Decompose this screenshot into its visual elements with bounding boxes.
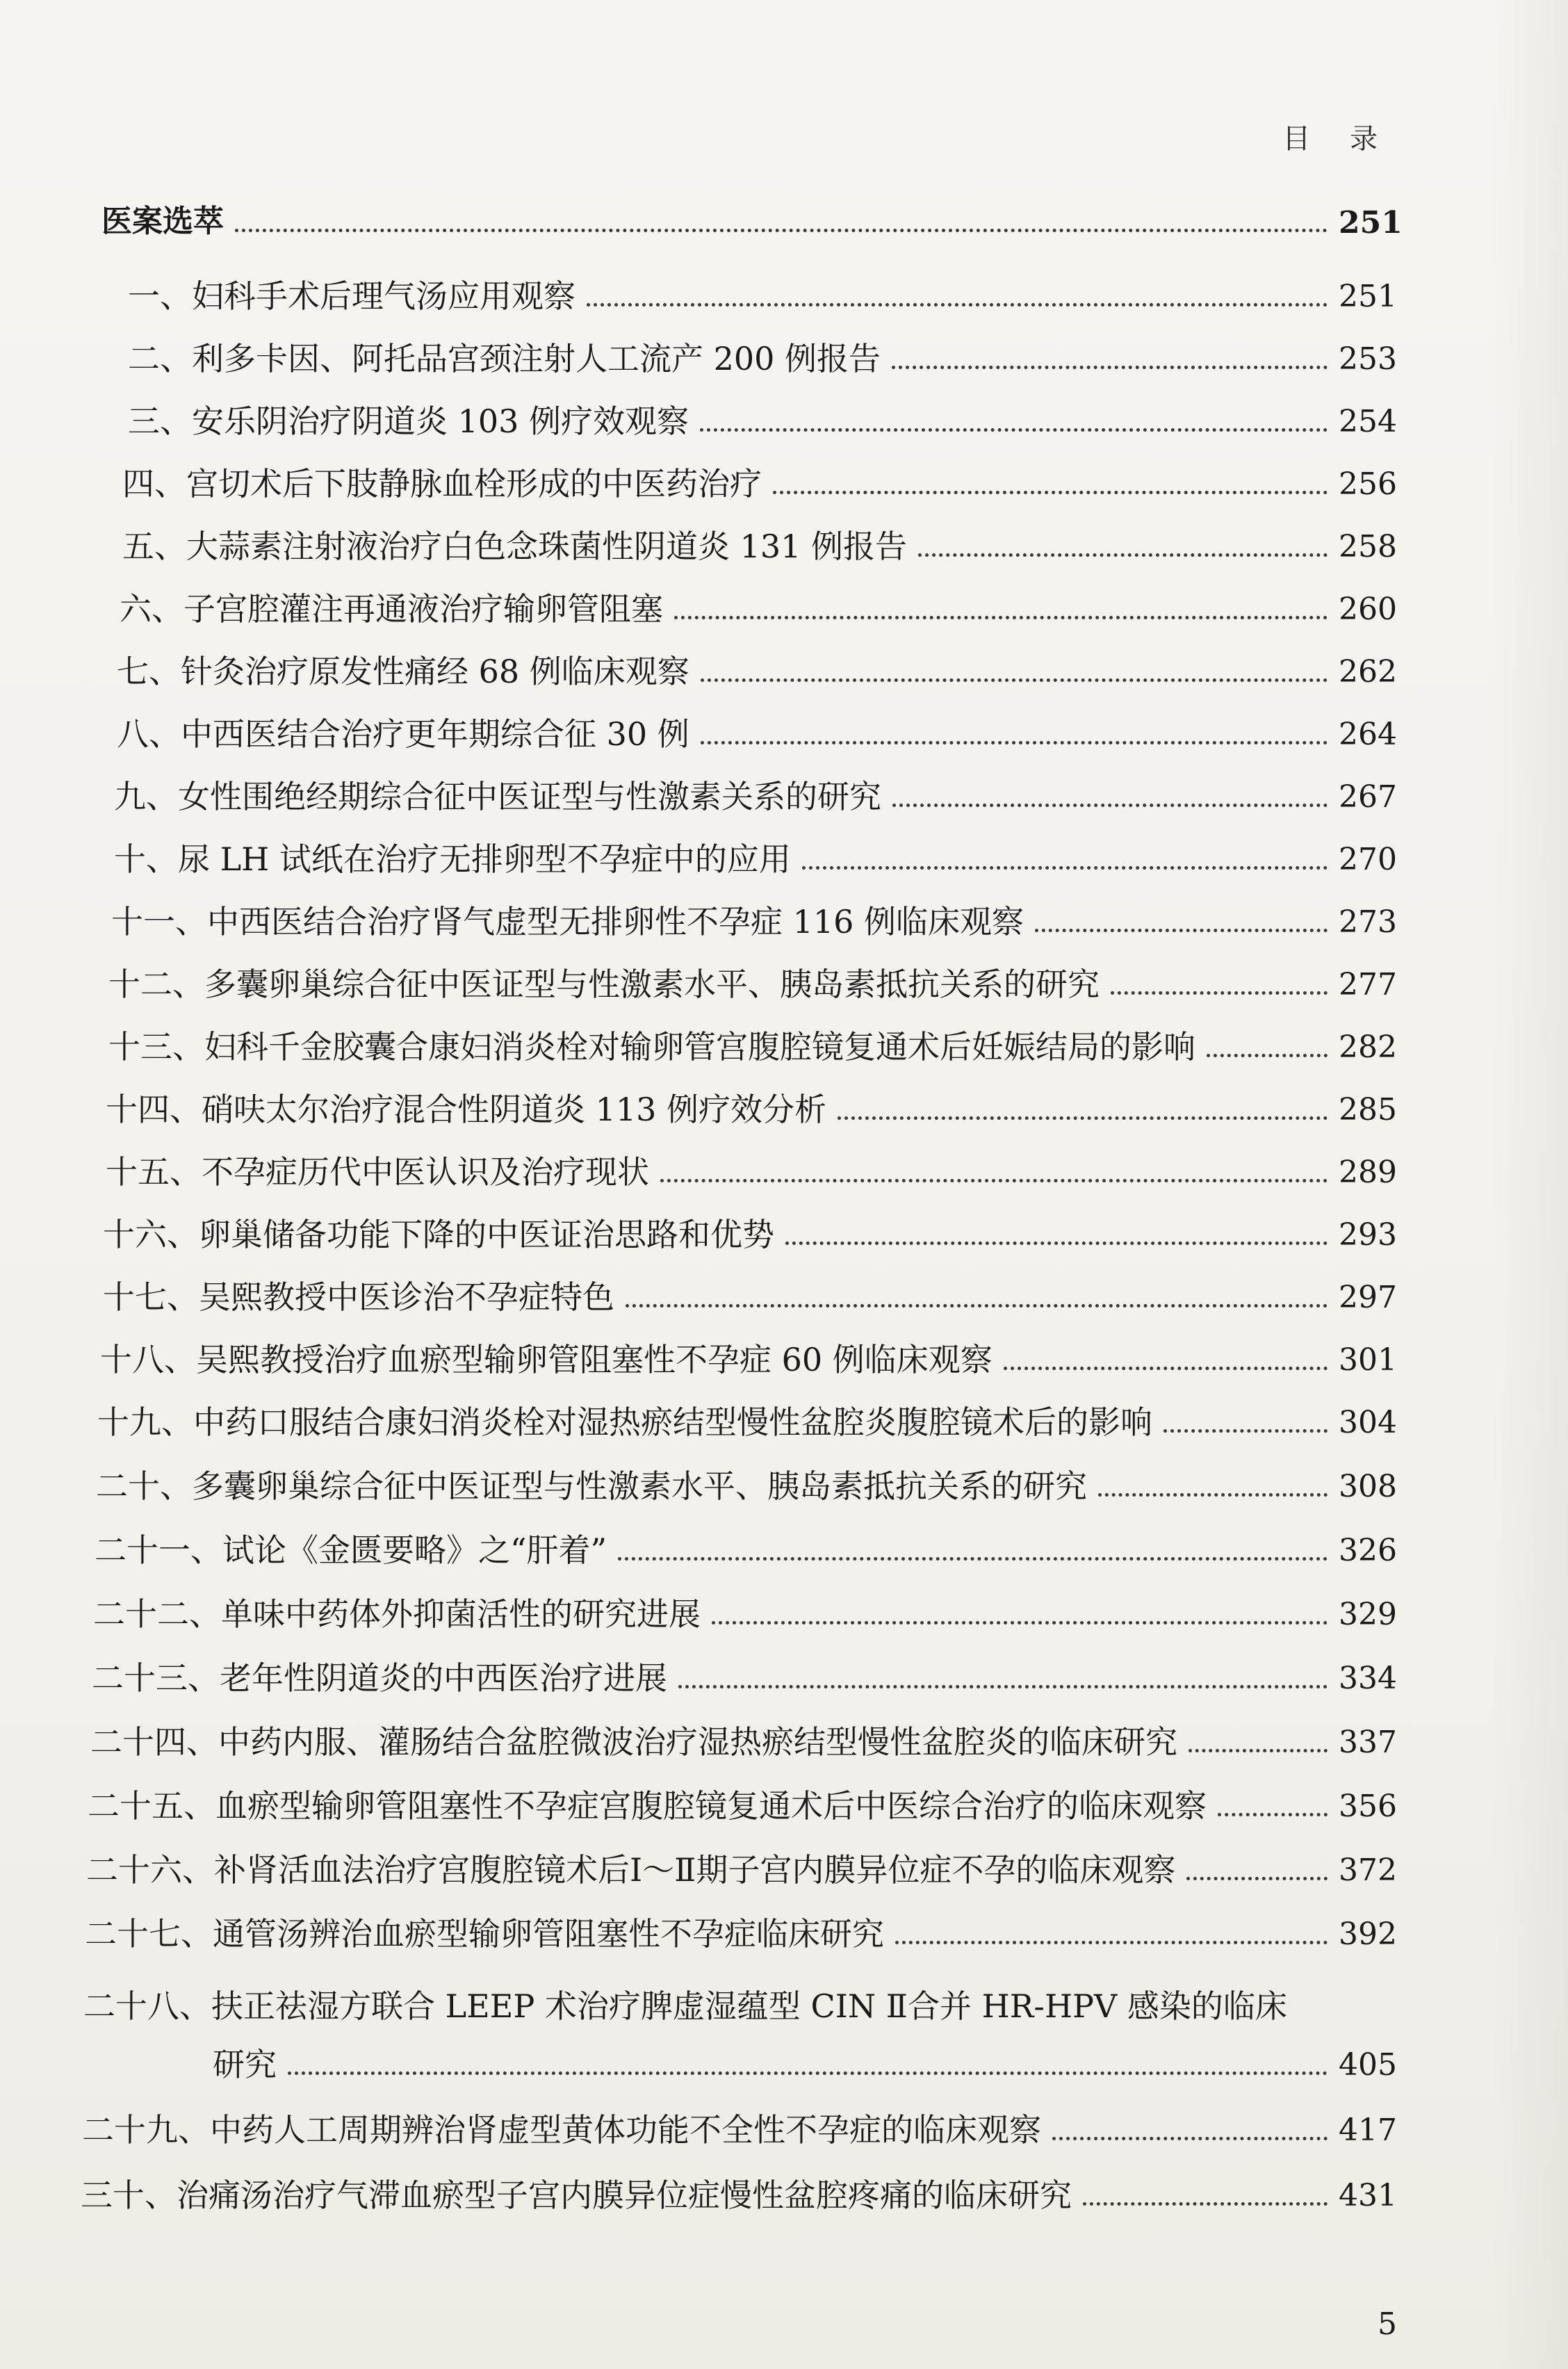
entry-title: 六、子宫腔灌注再通液治疗输卵管阻塞 [120,590,663,628]
toc-entry[interactable] [85,1915,1397,1953]
dot-leader [1218,1813,1328,1816]
entry-page-number: 251 [1339,279,1397,315]
dot-leader [838,1116,1328,1120]
dot-leader [1163,1429,1328,1433]
toc-entry[interactable] [114,840,1397,878]
toc-entry[interactable] [128,402,1397,440]
entry-title: 三、安乐阴治疗阴道炎 103 例疗效观察 [128,402,689,440]
dot-leader [674,616,1328,619]
entry-title: 十六、卵巢储备功能下降的中医证治思路和优势 [103,1216,774,1253]
dot-leader [1083,2202,1328,2206]
entry-title: 八、中西医结合治疗更年期综合征 30 例 [117,715,689,753]
entry-page-number: 431 [1339,2178,1397,2214]
toc-entry[interactable] [88,1787,1397,1825]
entry-title: 二十一、试论《金匮要略》之“肝着” [95,1531,607,1569]
entry-page-number: 326 [1339,1533,1397,1569]
entry-title: 三十、治痛汤治疗气滞血瘀型子宫内膜异位症慢性盆腔疼痛的临床研究 [81,2176,1072,2214]
toc-entry[interactable] [122,528,1397,565]
entry-title: 二十、多囊卵巢综合征中医证型与性激素水平、胰岛素抵抗关系的研究 [96,1467,1087,1505]
dot-leader [1189,1749,1328,1752]
dot-leader [701,741,1328,744]
entry-title: 十、尿 LH 试纸在治疗无排卵型不孕症中的应用 [114,840,791,878]
entry-title: 十一、中西医结合治疗肾气虚型无排卵性不孕症 116 例临床观察 [111,903,1024,941]
section-title: 医案选萃 [101,204,224,239]
dot-leader [712,1621,1328,1625]
entry-page-number: 260 [1339,592,1397,628]
toc-entry[interactable] [122,465,1397,503]
dot-leader [895,1941,1328,1944]
dot-leader [1035,929,1328,932]
entry-page-number: 293 [1339,1217,1397,1253]
page-edge-shadow [1492,0,1568,2369]
entry-page-number: 392 [1339,1916,1397,1953]
entry-page-number: 282 [1339,1029,1397,1066]
entry-page-number: 304 [1339,1405,1397,1441]
dot-leader [785,1242,1328,1245]
entry-title: 二十五、血瘀型输卵管阻塞性不孕症宫腹腔镜复通术后中医综合治疗的临床观察 [88,1787,1207,1825]
dot-leader [587,303,1328,307]
entry-page-number: 356 [1339,1789,1397,1825]
dot-leader [660,1179,1328,1182]
entry-page-number: 329 [1339,1597,1397,1633]
dot-leader [1004,1367,1328,1370]
dot-leader [892,366,1328,369]
toc-entry[interactable] [108,966,1397,1003]
dot-leader [700,428,1328,432]
entry-title: 二十九、中药人工周期辨治肾虚型黄体功能不全性不孕症的临床观察 [82,2111,1041,2149]
dot-leader [678,1685,1328,1688]
dot-leader [235,229,1328,232]
toc-entry[interactable] [128,340,1397,377]
toc-entry[interactable] [82,2111,1397,2149]
toc-entry[interactable] [92,1659,1397,1697]
entry-title: 十九、中药口服结合康妇消炎栓对湿热瘀结型慢性盆腔炎腹腔镜术后的影响 [97,1403,1152,1441]
entry-page-number: 262 [1339,654,1397,690]
toc-entry[interactable] [86,1851,1397,1889]
section-heading [101,196,1403,241]
toc-entry[interactable] [111,903,1397,941]
entry-title: 二、利多卡因、阿托品宫颈注射人工流产 200 例报告 [128,340,881,377]
entry-page-number: 372 [1339,1853,1397,1889]
entry-page-number: 270 [1339,842,1397,878]
toc-entry[interactable] [117,715,1397,753]
entry-title: 十八、吴熙教授治疗血瘀型输卵管阻塞性不孕症 60 例临床观察 [100,1341,993,1378]
running-header: 目 录 [1282,123,1393,155]
dot-leader [918,553,1328,557]
entry-title: 一、妇科手术后理气汤应用观察 [128,277,575,315]
toc-entry[interactable] [103,1216,1397,1253]
entry-title: 研究 [213,2046,277,2083]
entry-page-number: 417 [1339,2112,1397,2149]
dot-leader [288,2071,1328,2075]
dot-leader [1207,1054,1328,1057]
toc-entry[interactable] [95,1531,1397,1569]
toc-entry-continuation[interactable] [213,2046,1397,2083]
entry-page-number: 256 [1339,466,1397,503]
dot-leader [1098,1493,1328,1497]
entry-title: 二十七、通管汤辨治血瘀型输卵管阻塞性不孕症临床研究 [85,1915,884,1953]
entry-page-number: 258 [1339,529,1397,565]
dot-leader [802,866,1328,870]
toc-entry[interactable] [93,1595,1397,1633]
toc-entry[interactable] [90,1723,1397,1761]
entry-page-number: 297 [1339,1280,1397,1316]
entry-title: 十四、硝呋太尔治疗混合性阴道炎 113 例疗效分析 [106,1091,827,1128]
entry-title: 四、宫切术后下肢静脉血栓形成的中医药治疗 [122,465,762,503]
toc-entry-first-line[interactable]: 二十八、扶正祛湿方联合 LEEP 术治疗脾虚湿蕴型 CIN Ⅱ合并 HR-HPV 感染的临床 [83,1987,1287,2025]
toc-entry[interactable] [128,277,1397,315]
entry-page-number: 285 [1339,1092,1397,1128]
section-page-number: 251 [1339,205,1403,241]
toc-entry[interactable] [106,1091,1397,1128]
entry-page-number: 405 [1339,2047,1397,2083]
entry-title: 二十三、老年性阴道炎的中西医治疗进展 [92,1659,667,1697]
entry-page-number: 253 [1339,341,1397,377]
entry-page-number: 337 [1339,1725,1397,1761]
entry-title: 二十六、补肾活血法治疗宫腹腔镜术后Ⅰ～Ⅱ期子宫内膜异位症不孕的临床观察 [86,1851,1176,1889]
entry-title: 九、女性围绝经期综合征中医证型与性激素关系的研究 [114,778,881,815]
entry-title: 十七、吴熙教授中医诊治不孕症特色 [103,1278,614,1316]
entry-page-number: 334 [1339,1661,1397,1697]
entry-title: 七、针灸治疗原发性痛经 68 例临床观察 [117,653,689,690]
entry-title: 五、大蒜素注射液治疗白色念珠菌性阴道炎 131 例报告 [122,528,908,565]
entry-title: 十三、妇科千金胶囊合康妇消炎栓对输卵管宫腹腔镜复通术后妊娠结局的影响 [108,1028,1195,1066]
entry-title: 十五、不孕症历代中医认识及治疗现状 [106,1153,649,1191]
dot-leader [1186,1877,1328,1880]
toc-entry[interactable] [97,1403,1397,1441]
entry-page-number: 254 [1339,404,1397,440]
entry-page-number: 289 [1339,1155,1397,1191]
page-folio: 5 [1378,2306,1397,2342]
dot-leader [618,1557,1328,1561]
dot-leader [1111,991,1328,995]
toc-entry[interactable] [108,1028,1397,1066]
entry-page-number: 308 [1339,1469,1397,1505]
toc-entry[interactable] [117,653,1397,690]
entry-title: 二十四、中药内服、灌肠结合盆腔微波治疗湿热瘀结型慢性盆腔炎的临床研究 [90,1723,1177,1761]
entry-page-number: 277 [1339,967,1397,1003]
dot-leader [773,491,1328,494]
toc-entry[interactable] [96,1467,1397,1505]
dot-leader [701,678,1328,682]
toc-entry[interactable] [106,1153,1397,1191]
entry-title: 二十二、单味中药体外抑菌活性的研究进展 [93,1595,701,1633]
toc-entry[interactable] [81,2176,1397,2214]
entry-page-number: 267 [1339,779,1397,815]
dot-leader [892,804,1328,807]
toc-entry[interactable] [100,1341,1397,1378]
entry-page-number: 301 [1339,1342,1397,1378]
toc-entry[interactable] [103,1278,1397,1316]
entry-page-number: 264 [1339,717,1397,753]
dot-leader [626,1304,1328,1308]
entry-title: 十二、多囊卵巢综合征中医证型与性激素水平、胰岛素抵抗关系的研究 [108,966,1100,1003]
entry-page-number: 273 [1339,904,1397,941]
dot-leader [1052,2137,1328,2140]
toc-entry[interactable] [114,778,1397,815]
toc-entry[interactable] [120,590,1397,628]
